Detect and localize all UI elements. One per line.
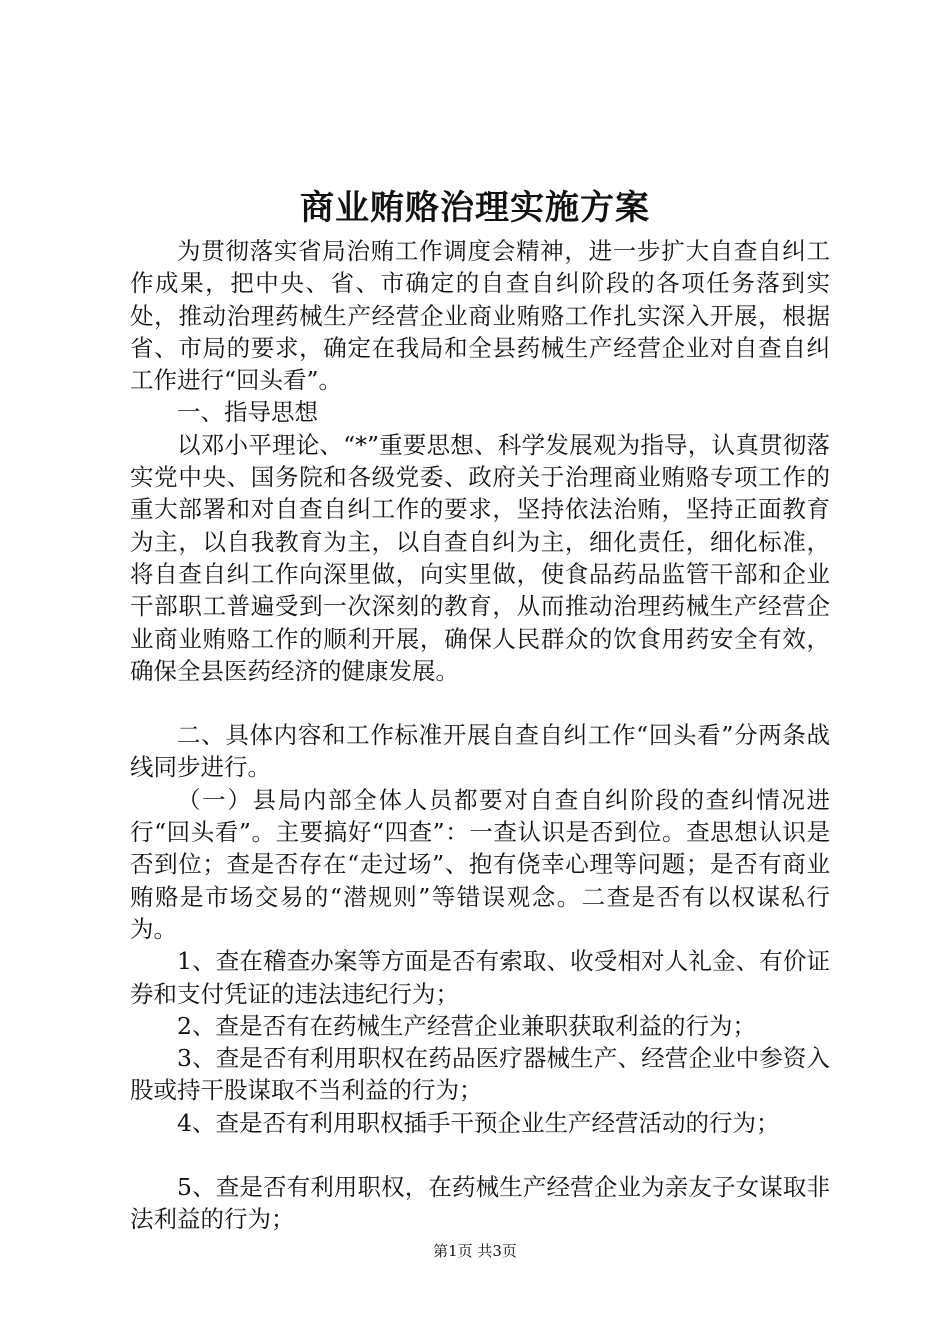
- section-heading-content-standards: 二、具体内容和工作标准开展自查自纠工作“回头看”分两条战线同步进行。: [130, 721, 830, 782]
- document-body: [130, 235, 830, 1236]
- list-item-4: 4、查是否有利用职权插手干预企业生产经营活动的行为；: [177, 1108, 780, 1137]
- page-footer: 第1页 共3页: [433, 1242, 517, 1260]
- paragraph-intro: 为贯彻落实省局治贿工作调度会精神，进一步扩大自查自纠工作成果，把中央、省、市确定的自查自纠阶段的各项任务落到实处，推动治理药械生产经营企业商业贿赂工作扎实深入开展，根据省、市局的要求，确定在我局和全县药械生产经营企业对自查自纠工作进行“回头看”。: [130, 237, 830, 395]
- list-item-2: 2、查是否有在药械生产经营企业兼职获取利益的行为；: [177, 1011, 756, 1040]
- paragraph-guiding-thought: 以邓小平理论、“*”重要思想、科学发展观为指导，认真贯彻落实党中央、国务院和各级党委、政府关于治理商业贿赂专项工作的重大部署和对自查自纠工作的要求，坚持依法治贿，坚持正面教育为主，以自我教育为主，以自查自纠为主，细化责任，细化标准，将自查自纠工作向深里做，向实里做，使食品药品监管干部和企业干部职工普遍受到一次深刻的教育，从而推动治理药械生产经营企业商业贿赂工作的顺利开展，确保人民群众的饮食用药安全有效，确保全县医药经济的健康发展。: [130, 430, 830, 685]
- paragraph-internal-review: （一）县局内部全体人员都要对自查自纠阶段的查纠情况进行“回头看”。主要搞好“四查”：一查认识是否到位。查思想认识是否到位；查是否存在“走过场”、抱有侥幸心理等问题；是否有商业贿赂是市场交易的“潜规则”等错误观念。二查是否有以权谋私行为。: [130, 785, 830, 943]
- list-item-1: 1、查在稽查办案等方面是否有索取、收受相对人礼金、有价证券和支付凭证的违法违纪行为；: [130, 947, 830, 1008]
- section-heading-guiding-thought: 一、指导思想: [177, 398, 318, 427]
- document-title: 商业贿赂治理实施方案: [300, 188, 650, 228]
- list-item-5: 5、查是否有利用职权，在药械生产经营企业为亲友子女谋取非法利益的行为；: [130, 1173, 830, 1234]
- list-item-3: 3、查是否有利用职权在药品医疗器械生产、经营企业中参资入股或持干股谋取不当利益的行为；: [130, 1044, 830, 1105]
